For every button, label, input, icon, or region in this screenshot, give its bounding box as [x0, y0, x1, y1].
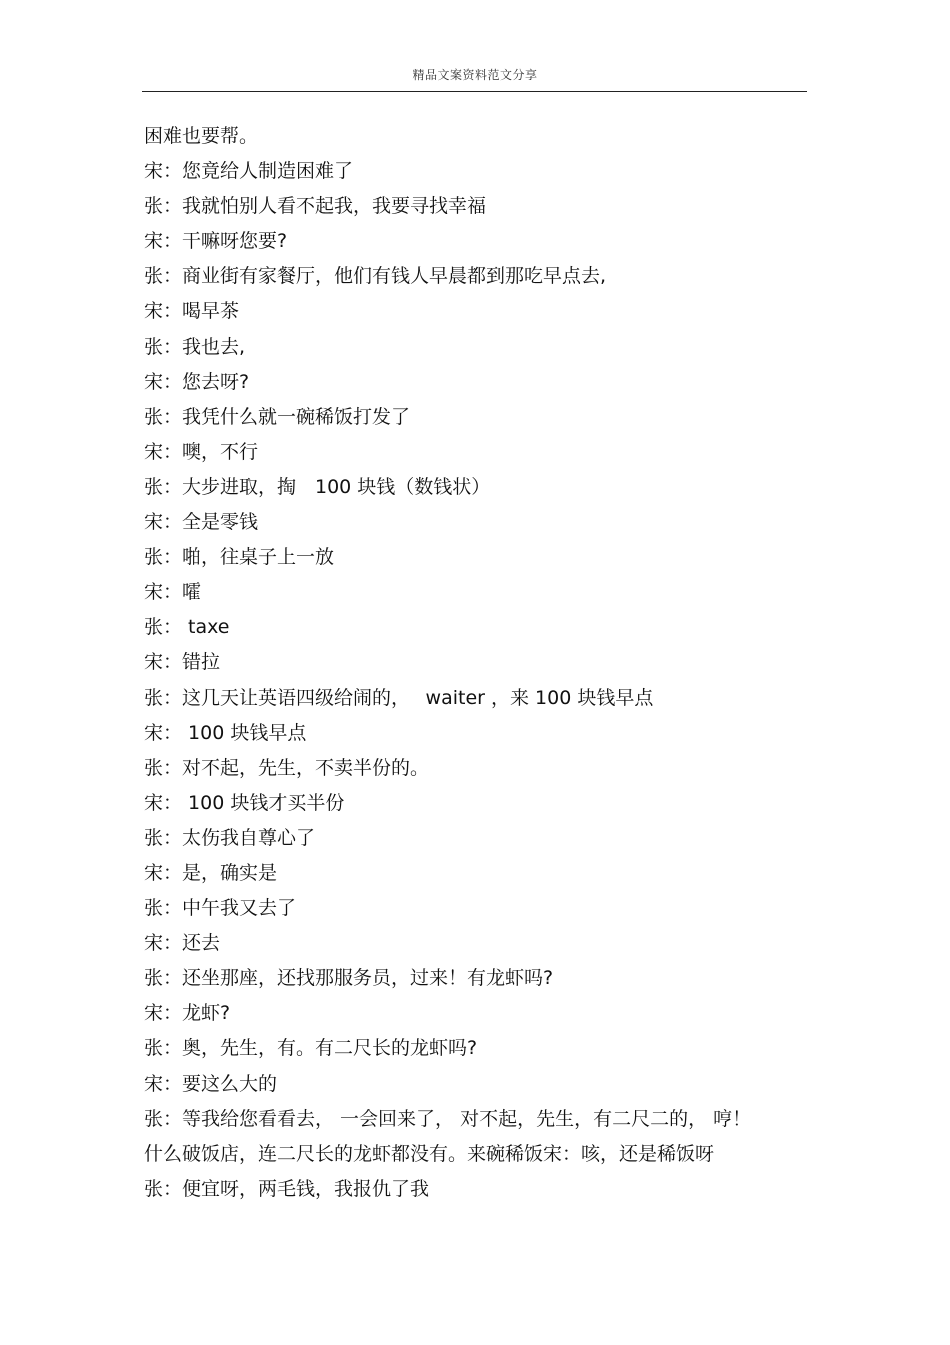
text-line: 张：太伤我自尊心了: [144, 826, 316, 849]
document-body: [144, 119, 808, 1207]
text-line: 宋：您去呀?: [144, 370, 250, 393]
text-line: 宋：错拉: [144, 651, 221, 674]
text-line: 张：对不起，先生，不卖半份的。: [144, 756, 430, 779]
text-line: 宋：干嘛呀您要?: [144, 230, 288, 253]
text-line: 宋： 100 块钱早点: [144, 721, 307, 744]
page-header: 精品文案资料范文分享: [412, 68, 538, 82]
text-line: 宋：嚯: [144, 581, 202, 604]
text-line: 宋：是，确实是: [144, 861, 278, 884]
text-line: 宋：噢，不行: [144, 440, 259, 463]
text-line: 什么破饭店，连二尺长的龙虾都没有。来碗稀饭宋：咳，还是稀饭呀: [144, 1142, 715, 1165]
text-line: 张：这几天让英语四级给闹的， waiter ，来 100 块钱早点: [144, 686, 654, 709]
text-line: 宋：要这么大的: [144, 1072, 278, 1095]
text-line: 张： taxe: [144, 616, 230, 639]
header-divider: [142, 91, 807, 92]
text-line: 宋：龙虾?: [144, 1002, 231, 1025]
text-line: 宋：还去: [144, 932, 221, 955]
text-line: 困难也要帮。: [144, 125, 259, 147]
text-line: 张：我凭什么就一碗稀饭打发了: [144, 405, 411, 428]
text-line: 张：还坐那座，还找那服务员，过来！有龙虾吗?: [144, 967, 554, 990]
text-line: 张：商业街有家餐厅，他们有钱人早晨都到那吃早点去,: [144, 265, 607, 288]
text-line: 张：大步进取，掏 100 块钱（数钱状）: [144, 475, 491, 498]
text-line: 张：等我给您看看去， 一会回来了， 对不起，先生，有二尺二的， 哼！: [144, 1107, 752, 1130]
text-line: 宋：喝早茶: [144, 300, 240, 323]
text-line: 宋：全是零钱: [144, 511, 259, 534]
text-line: 张：我也去,: [144, 335, 246, 358]
text-line: 张：便宜呀，两毛钱，我报仇了我: [144, 1177, 430, 1200]
text-line: 宋：您竟给人制造困难了: [144, 160, 354, 183]
text-line: 张：奥，先生，有。有二尺长的龙虾吗?: [144, 1037, 478, 1060]
text-line: 张：我就怕别人看不起我，我要寻找幸福: [144, 195, 487, 218]
text-line: 张：啪，往桌子上一放: [144, 546, 335, 569]
text-line: 宋： 100 块钱才买半份: [144, 791, 345, 814]
text-line: 张：中午我又去了: [144, 897, 297, 920]
